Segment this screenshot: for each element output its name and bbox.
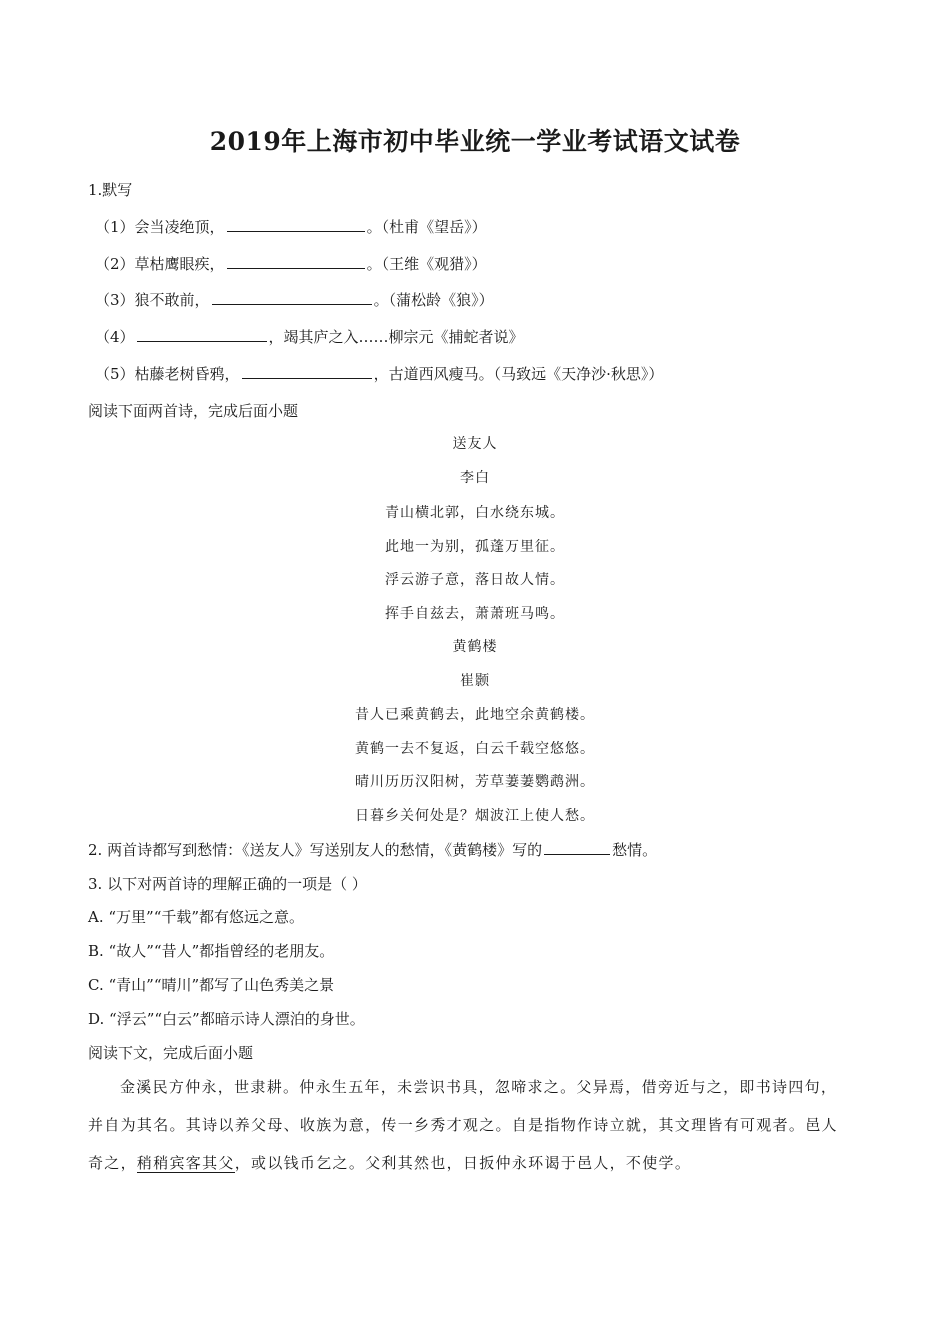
poem-1-author: 李白 [460, 470, 490, 486]
prose-text: 奇之， [88, 1154, 137, 1172]
exam-title: 2019年上海市初中毕业统一学业考试语文试卷 [209, 127, 741, 156]
poem-1-line: 浮云游子意，落日故人情。 [385, 572, 565, 588]
poem-2-line: 昔人已乘黄鹤去，此地空余黄鹤楼。 [355, 707, 595, 723]
item-text-before: 草枯鹰眼疾， [134, 255, 225, 273]
poems-instruction: 阅读下面两首诗，完成后面小题 [88, 402, 299, 420]
option-a[interactable]: A. “万里”“千载”都有悠远之意。 [88, 908, 305, 926]
item-number: （4） [95, 328, 135, 346]
question-2-text-before: 2. 两首诗都写到愁情：《送友人》写送别友人的愁情，《黄鹤楼》写的 [88, 841, 543, 859]
poem-2-author: 崔颢 [460, 673, 490, 689]
poem-1-line: 此地一为别，孤蓬万里征。 [385, 539, 565, 555]
item-text-before: 枯藤老树昏鸦， [134, 365, 240, 383]
answer-blank[interactable] [227, 254, 365, 269]
answer-blank[interactable] [137, 327, 267, 342]
answer-blank[interactable] [242, 364, 372, 379]
poem-2-line: 黄鹤一去不复返，白云千载空悠悠。 [355, 741, 595, 757]
prose-passage [88, 1077, 863, 1177]
prose-instruction: 阅读下文，完成后面小题 [88, 1044, 254, 1062]
item-text-after: 。（杜甫《望岳》） [366, 218, 487, 236]
item-number: （2） [95, 255, 135, 273]
item-text-after: 。（王维《观猎》） [366, 255, 487, 273]
question-1-heading: 1.默写 [88, 181, 133, 199]
option-b[interactable]: B. “故人”“昔人”都指曾经的老朋友。 [88, 942, 335, 960]
underlined-phrase: 稍稍宾客其父 [136, 1154, 235, 1172]
poem-1-line: 青山横北郭，白水绕东城。 [385, 505, 565, 521]
q1-item-1 [95, 217, 487, 237]
prose-line [88, 1153, 691, 1173]
item-number: （5） [95, 365, 135, 383]
poem-1-title: 送友人 [452, 436, 498, 452]
option-d[interactable]: D. “浮云”“白云”都暗示诗人漂泊的身世。 [88, 1010, 365, 1028]
item-text-after: 。（蒲松龄《狼》） [373, 291, 494, 309]
question-2 [88, 840, 657, 860]
poem-1-line: 挥手自兹去，萧萧班马鸣。 [385, 606, 565, 622]
item-text-after: ，古道西风瘦马。（马致远《天净沙·秋思》） [373, 365, 664, 383]
prose-text: ，或以钱币乞之。父利其然也，日扳仲永环谒于邑人，不使学。 [234, 1154, 692, 1172]
item-text-before: 会当凌绝顶， [134, 218, 225, 236]
poem-2-line: 日暮乡关何处是？烟波江上使人愁。 [355, 808, 595, 824]
q1-item-2 [95, 254, 487, 274]
poem-2-line: 晴川历历汉阳树，芳草萋萋鹦鹉洲。 [355, 774, 595, 790]
answer-blank[interactable] [544, 840, 610, 855]
prose-line: 金溪民方仲永，世隶耕。仲永生五年，未尝识书具，忽啼求之。父异焉，借旁近与之，即书诗四句， [120, 1078, 838, 1096]
q1-item-4 [95, 327, 524, 347]
answer-blank[interactable] [212, 290, 372, 305]
item-text-after: ，竭其庐之入……柳宗元《捕蛇者说》 [268, 328, 524, 346]
item-text-before: 狼不敢前， [134, 291, 210, 309]
question-3-stem: 3. 以下对两首诗的理解正确的一项是（ ） [88, 875, 367, 893]
q1-item-5 [95, 364, 663, 384]
poem-2-title: 黄鹤楼 [452, 639, 498, 655]
prose-line: 并自为其名。其诗以养父母、收族为意，传一乡秀才观之。自是指物作诗立就，其文理皆有可观者。邑人 [88, 1116, 838, 1134]
item-number: （3） [95, 291, 135, 309]
item-number: （1） [95, 218, 135, 236]
q1-item-3 [95, 290, 494, 310]
option-c[interactable]: C. “青山”“晴川”都写了山色秀美之景 [88, 976, 335, 994]
question-2-text-after: 愁情。 [612, 841, 658, 859]
answer-blank[interactable] [227, 217, 365, 232]
